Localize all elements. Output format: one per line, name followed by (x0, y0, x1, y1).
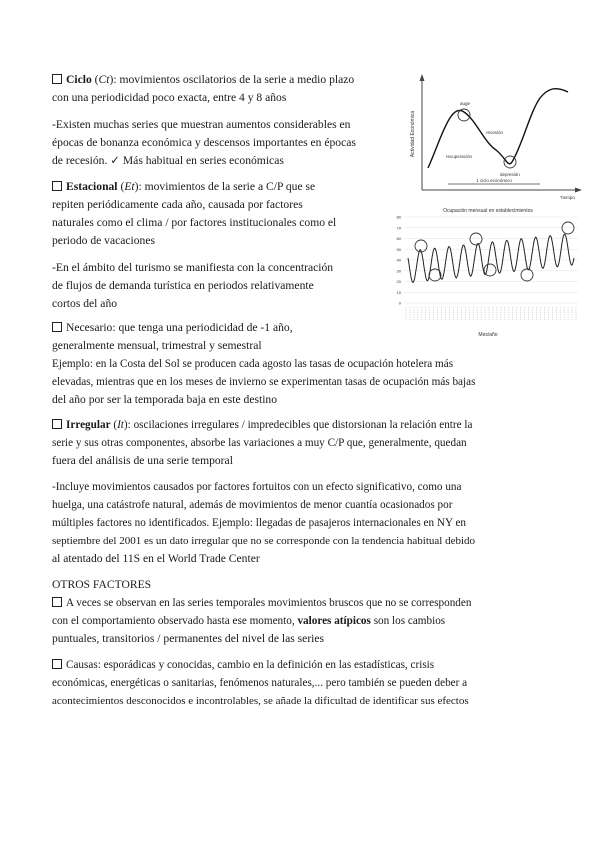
estacional-symbol: Et (124, 180, 135, 193)
checkbox-icon (52, 597, 62, 607)
y-tick-label: 80 (396, 214, 401, 220)
economic-cycle-figure (400, 72, 585, 204)
auge-label: auge (460, 101, 471, 106)
otros-paragraph-2 (52, 656, 557, 710)
section-heading: OTROS FACTORES (52, 578, 152, 591)
otros-paragraph-1 (52, 594, 557, 648)
seasonal-grid (404, 217, 578, 303)
ciclo-paragraph: Ciclo (Ct): movimientos oscilatorios de la serie a medio plazo con una periodicidad poco exacta, entre 4 y 8 años (52, 71, 397, 107)
text-line: septiembre del 2001 es un dato irregular que no se corresponde con la tendencia habitual debido (52, 535, 476, 547)
y-tick-label: 60 (396, 236, 401, 241)
seasonal-chart-title: Ocupación mensual en establecimientos (443, 208, 533, 214)
irregular-symbol: It (117, 419, 124, 431)
y-axis-arrow-icon (420, 74, 425, 81)
valores-atipicos: valores atípicos (297, 615, 371, 627)
ciclo-title: Ciclo (66, 73, 92, 86)
y-tick-label: 40 (396, 257, 401, 263)
estacional-note (52, 259, 377, 313)
ciclo-line: con una periodicidad poco exacta, entre 4 y 8 años (52, 91, 287, 104)
text-line: puntuales, transitorios / permanentes del nivel de las series (52, 632, 325, 645)
seasonal-xticks (406, 307, 576, 321)
text-line: periodo de vacaciones (52, 234, 156, 247)
text-line: oscilaciones irregulares / impredecibles que distorsionan la relación entre la (133, 419, 473, 431)
depresion-circle (504, 156, 516, 168)
y-tick-label: 10 (396, 289, 401, 295)
text-line: acontecimientos desconocidos e incontrolables, se añade la dificultad de identificar sus efectos (52, 695, 469, 707)
checkbox-icon (52, 181, 62, 191)
text-line: épocas de bonanza económica y descensos importantes en épocas (52, 136, 356, 149)
seasonal-chart-figure (370, 205, 585, 340)
estacional-title: Estacional (66, 180, 118, 193)
text-line: generalmente mensual, trimestral y semestral (52, 339, 262, 352)
text-line: son los cambios (373, 615, 446, 627)
estacional-paragraph: Estacional (Et): movimientos de la serie a C/P que se repiten periódicamente cada año, causada por factores naturales como el clima / por factores institucionales como el periodo de vacaciones (52, 178, 382, 250)
text-line: con el comportamiento observado hasta ese momento, (52, 615, 295, 627)
text-line: elevadas, mientras que en los meses de invierno se experimentan tasas de ocupación más bajas (52, 376, 476, 388)
irregular-note (52, 478, 557, 568)
seasonal-yticks (397, 215, 402, 306)
text-line: económicas, energéticas o sanitarias, fenómenos naturales,... pero también se pueden deber a (52, 677, 468, 689)
y-tick-label: 30 (396, 268, 401, 274)
ciclo-line: movimientos oscilatorios de la serie a medio plazo (119, 73, 355, 86)
text-line: Necesario: que tenga una periodicidad de -1 año, (66, 321, 293, 334)
otros-heading (52, 576, 151, 594)
text-line: naturales como el clima / por factores institucionales como el (52, 216, 337, 229)
irregular-paragraph: Irregular (It): oscilaciones irregulares / impredecibles que distorsionan la relación entre la serie y sus otras componentes, absorbe las variaciones a muy C/P que, generalmente, quedan fuera del análisis de una serie temporal (52, 416, 552, 470)
y-tick-label: 20 (396, 279, 401, 284)
recuperacion-label: recuperación (446, 154, 473, 159)
checkbox-icon (52, 74, 62, 84)
ciclo-note (52, 116, 402, 170)
trough-circle (484, 264, 496, 276)
text-line: múltiples factores no identificados. Ejemplo: llegadas de pasajeros internacionales en NY en (52, 517, 467, 529)
y-tick-label: 0 (398, 300, 401, 306)
text-line: de recesión. ✓ Más habitual en series económicas (52, 154, 284, 167)
tiempo-label: Tiempo (560, 195, 575, 200)
seasonal-xlabel: Mes/año (478, 332, 498, 338)
text-line: Causas: esporádicas y conocidas, cambio en la definición en las estadísticas, crisis (66, 659, 435, 671)
checkbox-icon (52, 322, 62, 332)
text-line: serie y sus otras componentes, absorbe las variaciones a muy C/P que, generalmente, quedan (52, 437, 467, 449)
text-line: del año por ser la temporada baja en este destino (52, 393, 278, 406)
text-line: fuera del análisis de una serie temporal (52, 454, 233, 467)
depresion-label: depresión (500, 172, 520, 177)
recesion-label: recesión (486, 130, 504, 135)
text-line: al atentado del 11S en el World Trade Center (52, 552, 260, 565)
text-line: Ejemplo: en la Costa del Sol se producen cada agosto las tasas de ocupación hotelera más (52, 358, 454, 370)
text-line: A veces se observan en las series temporales movimientos bruscos que no se corresponden (66, 597, 472, 609)
y-tick-label: 50 (396, 246, 401, 252)
text-line: cortos del año (52, 297, 118, 310)
ciclo-label: 1 ciclo económico (476, 178, 512, 183)
peak-circle (470, 233, 482, 245)
cycle-ylabel: Actividad Económica (410, 110, 416, 158)
ciclo-symbol: Ct (98, 73, 110, 86)
text-line: -Existen muchas series que muestran aumentos considerables en (52, 118, 351, 131)
text-line: repiten periódicamente cada año, causada por factores (52, 198, 303, 211)
text-line: huelga, una catástrofe natural, además de movimientos de menor cuantía ocasionados por (52, 499, 453, 511)
irregular-title: Irregular (66, 419, 111, 431)
text-line: de flujos de demanda turística en periodos relativamente (52, 279, 314, 292)
text-line: -En el ámbito del turismo se manifiesta con la concentración (52, 261, 334, 274)
estacional-line: movimientos de la serie a C/P que se (144, 180, 316, 193)
seasonal-line (408, 234, 574, 282)
x-axis-arrow-icon (575, 188, 582, 193)
y-tick-label: 70 (396, 225, 401, 231)
checkbox-icon (52, 659, 62, 669)
text-line: -Incluye movimientos causados por factores fortuitos con un efecto significativo, como una (52, 481, 462, 493)
checkbox-icon (52, 419, 62, 429)
